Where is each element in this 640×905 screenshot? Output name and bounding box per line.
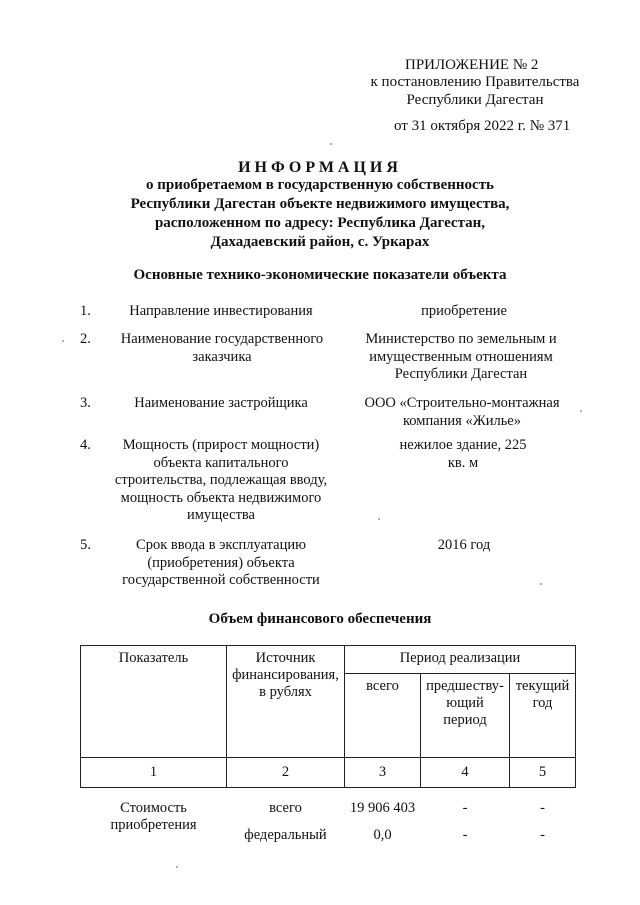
- subtitle-line-1: о приобретаемом в государственную собственность: [146, 177, 494, 193]
- row-number: 2.: [80, 331, 91, 347]
- cell-previous: -: [462, 800, 468, 816]
- section-heading-financing: Объем финансового обеспечения: [208, 611, 432, 627]
- subtitle-line-2: Республики Дагестан объекте недвижимого имущества,: [130, 196, 510, 212]
- row-value: Министерство по земельным и имущественным отношениям Республики Дагестан: [365, 331, 557, 382]
- subtitle-line-3: расположенном по адресу: Республика Дагестан,: [154, 215, 486, 231]
- scan-speck: [62, 340, 64, 342]
- cell-total: 19 906 403: [349, 800, 416, 816]
- column-number: 1: [81, 758, 227, 788]
- row-value: нежилое здание, 225 кв. м: [399, 437, 527, 471]
- row-label: Наименование государственного заказчика: [120, 331, 324, 365]
- row-number: 5.: [80, 537, 91, 553]
- header-total: всего: [345, 674, 421, 758]
- scan-speck: [176, 866, 178, 868]
- cell-previous: -: [462, 827, 468, 843]
- row-value: приобретение: [421, 303, 507, 319]
- column-number: 3: [345, 758, 421, 788]
- cell-source: всего: [269, 800, 302, 816]
- section-heading-indicators: Основные технико-экономические показатели объекта: [133, 267, 507, 283]
- cell-current: -: [540, 827, 545, 843]
- cell-total: 0,0: [373, 827, 392, 843]
- row-value: ООО «Строительно-монтажная компания «Жилье»: [364, 395, 560, 429]
- header-previous-period: предшеству-ющий период: [421, 674, 510, 758]
- cell-current: -: [540, 800, 545, 816]
- column-number: 4: [421, 758, 510, 788]
- row-label: Наименование застройщика: [134, 395, 308, 411]
- row-number: 4.: [80, 437, 91, 453]
- scan-speck: [540, 583, 542, 585]
- appendix-label: ПРИЛОЖЕНИЕ № 2: [405, 57, 539, 73]
- row-number: 3.: [80, 395, 91, 411]
- header-current-year: текущий год: [510, 674, 576, 758]
- header-source: Источник финансирования, в рублях: [227, 646, 345, 758]
- row-label-cost: Стоимость приобретения: [110, 800, 197, 833]
- row-value: 2016 год: [437, 537, 491, 553]
- column-number: 5: [510, 758, 576, 788]
- row-label: Мощность (прирост мощности) объекта капитального строительства, подлежащая вводу, мощность объекта недвижимого имущества: [114, 437, 328, 523]
- header-indicator: Показатель: [81, 646, 227, 758]
- financing-table: [80, 645, 576, 848]
- row-number: 1.: [80, 303, 91, 319]
- table-row: [81, 788, 576, 822]
- decree-line-2: Республики Дагестан: [406, 92, 544, 108]
- row-label: Срок ввода в эксплуатацию (приобретения) объекта государственной собственности: [122, 537, 320, 588]
- scan-speck: [330, 143, 332, 145]
- decree-line-1: к постановлению Правительства: [370, 74, 580, 90]
- header-period: Период реализации: [345, 646, 576, 674]
- subtitle-line-4: Дахадаевский район, с. Уркарах: [210, 234, 430, 250]
- scan-speck: [580, 410, 582, 412]
- column-number: 2: [227, 758, 345, 788]
- scan-speck: [378, 518, 380, 520]
- row-label: Направление инвестирования: [129, 303, 313, 319]
- document-title: ИНФОРМАЦИЯ: [238, 159, 402, 176]
- decree-date: от 31 октября 2022 г. № 371: [394, 118, 571, 134]
- cell-source: федеральный: [244, 827, 327, 843]
